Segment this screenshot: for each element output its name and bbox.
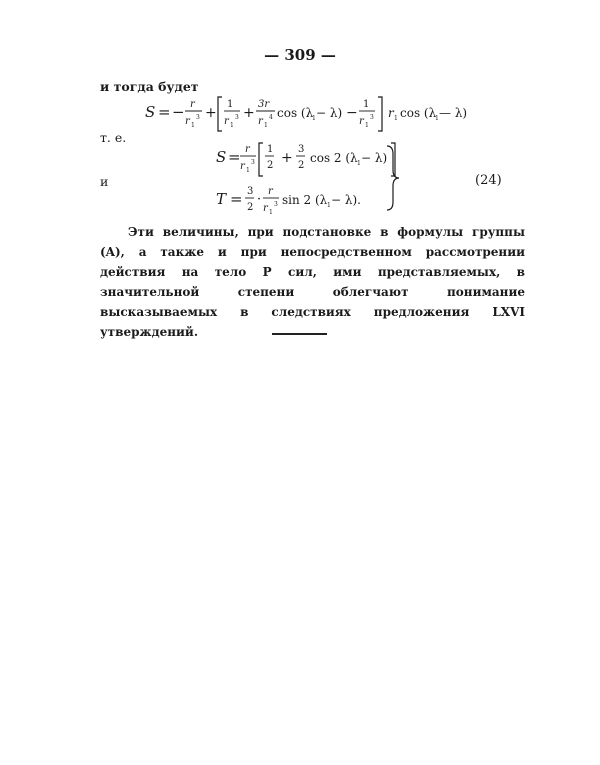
eq3-frac1-den: 2 [247,202,254,213]
eq3-sin-sub: 1 [327,202,331,209]
eq1-plus: + [205,105,217,121]
equation-number: (24) [475,173,502,188]
eq1-frac1-den: r [185,116,190,127]
eq1-frac4-den: r [359,116,364,127]
eq2-half-den: 2 [267,160,274,171]
lead-text: и тогда будет [100,79,199,94]
eq3-frac2-sub: 1 [269,209,273,216]
conjunction-text: и [100,174,109,189]
eq2-threehalf-den: 2 [298,160,305,171]
eq3-sin-end: − λ). [331,193,361,207]
system-brace [387,146,399,210]
eq2-lhs: S [216,148,227,166]
eq1-frac3-sub: 1 [264,122,268,129]
body-paragraph [100,222,525,342]
eq2-cos: cos 2 (λ [310,151,358,165]
eq1-frac3-den: r [258,116,263,127]
eq3-frac2-pow: 3 [274,201,278,208]
eq1-frac2-sub: 1 [230,122,234,129]
eq1-frac4-pow: 3 [370,114,374,121]
eq1-tail-cos-sub: 1 [435,115,439,122]
eq1-frac2-den: r [224,116,229,127]
eq1-minus2: − [346,105,358,121]
eq1-tail-r: r [388,106,394,120]
eq1-tail-end: — λ) [439,106,468,120]
eq3-sin: sin 2 (λ [282,193,328,207]
body-paragraph-text: Эти величины, при подстановке в формулы группы (A), а также и при непосредственном рассмотрении действия на тело P сил, ими представляемых, в значительной степени облегчают понимание высказываемых в следствиях предложения LXVI утверждений. [100,225,525,339]
eq1-minus: − [172,103,185,121]
eq1-tail-cos: cos (λ [400,106,437,120]
eq2-frac1-sub: 1 [246,167,250,174]
eq1-frac3-num: 3r [258,99,270,110]
eq3-frac2-num: r [268,186,273,197]
te-text: т. е. [100,130,127,145]
eq1-frac4-num: 1 [363,99,370,110]
eq1-lhs: S [145,103,156,121]
eq2-half-num: 1 [267,144,274,155]
eq1-frac3-pow: 4 [269,114,273,121]
eq1-frac1-pow: 3 [196,114,200,121]
eq2-frac1-den: r [240,161,245,172]
page-number: — 309 — [264,46,336,64]
eq2-plus: + [281,150,293,166]
eq1-frac2-pow: 3 [235,114,239,121]
eq2-frac1-num: r [245,144,250,155]
eq3-equals: = [230,190,243,208]
eq3-frac1-num: 3 [247,186,254,197]
eq3-frac2-den: r [263,203,268,214]
eq1-frac4-sub: 1 [365,122,369,129]
eq2-cos-end: − λ) [361,151,388,165]
eq1-frac1-num: r [190,99,195,110]
eq2-left-bracket [259,143,263,176]
eq1-cos-sub: 1 [312,115,316,122]
eq1-frac2-num: 1 [227,99,234,110]
eq3-lhs: T [216,190,227,208]
eq2-threehalf-num: 3 [298,144,305,155]
eq3-dot: · [257,192,262,207]
eq1-tail-sub: 1 [394,115,398,122]
eq2-frac1-pow: 3 [251,159,255,166]
end-rule [272,333,327,335]
eq1-equals: = [158,103,171,121]
eq2-equals: = [228,148,241,166]
eq1-cos-end: − λ) [316,106,343,120]
eq1-plus2: + [243,105,255,121]
eq2-cos-sub: 1 [357,160,361,167]
eq1-cos: cos (λ [277,106,314,120]
eq1-frac1-sub: 1 [191,122,195,129]
